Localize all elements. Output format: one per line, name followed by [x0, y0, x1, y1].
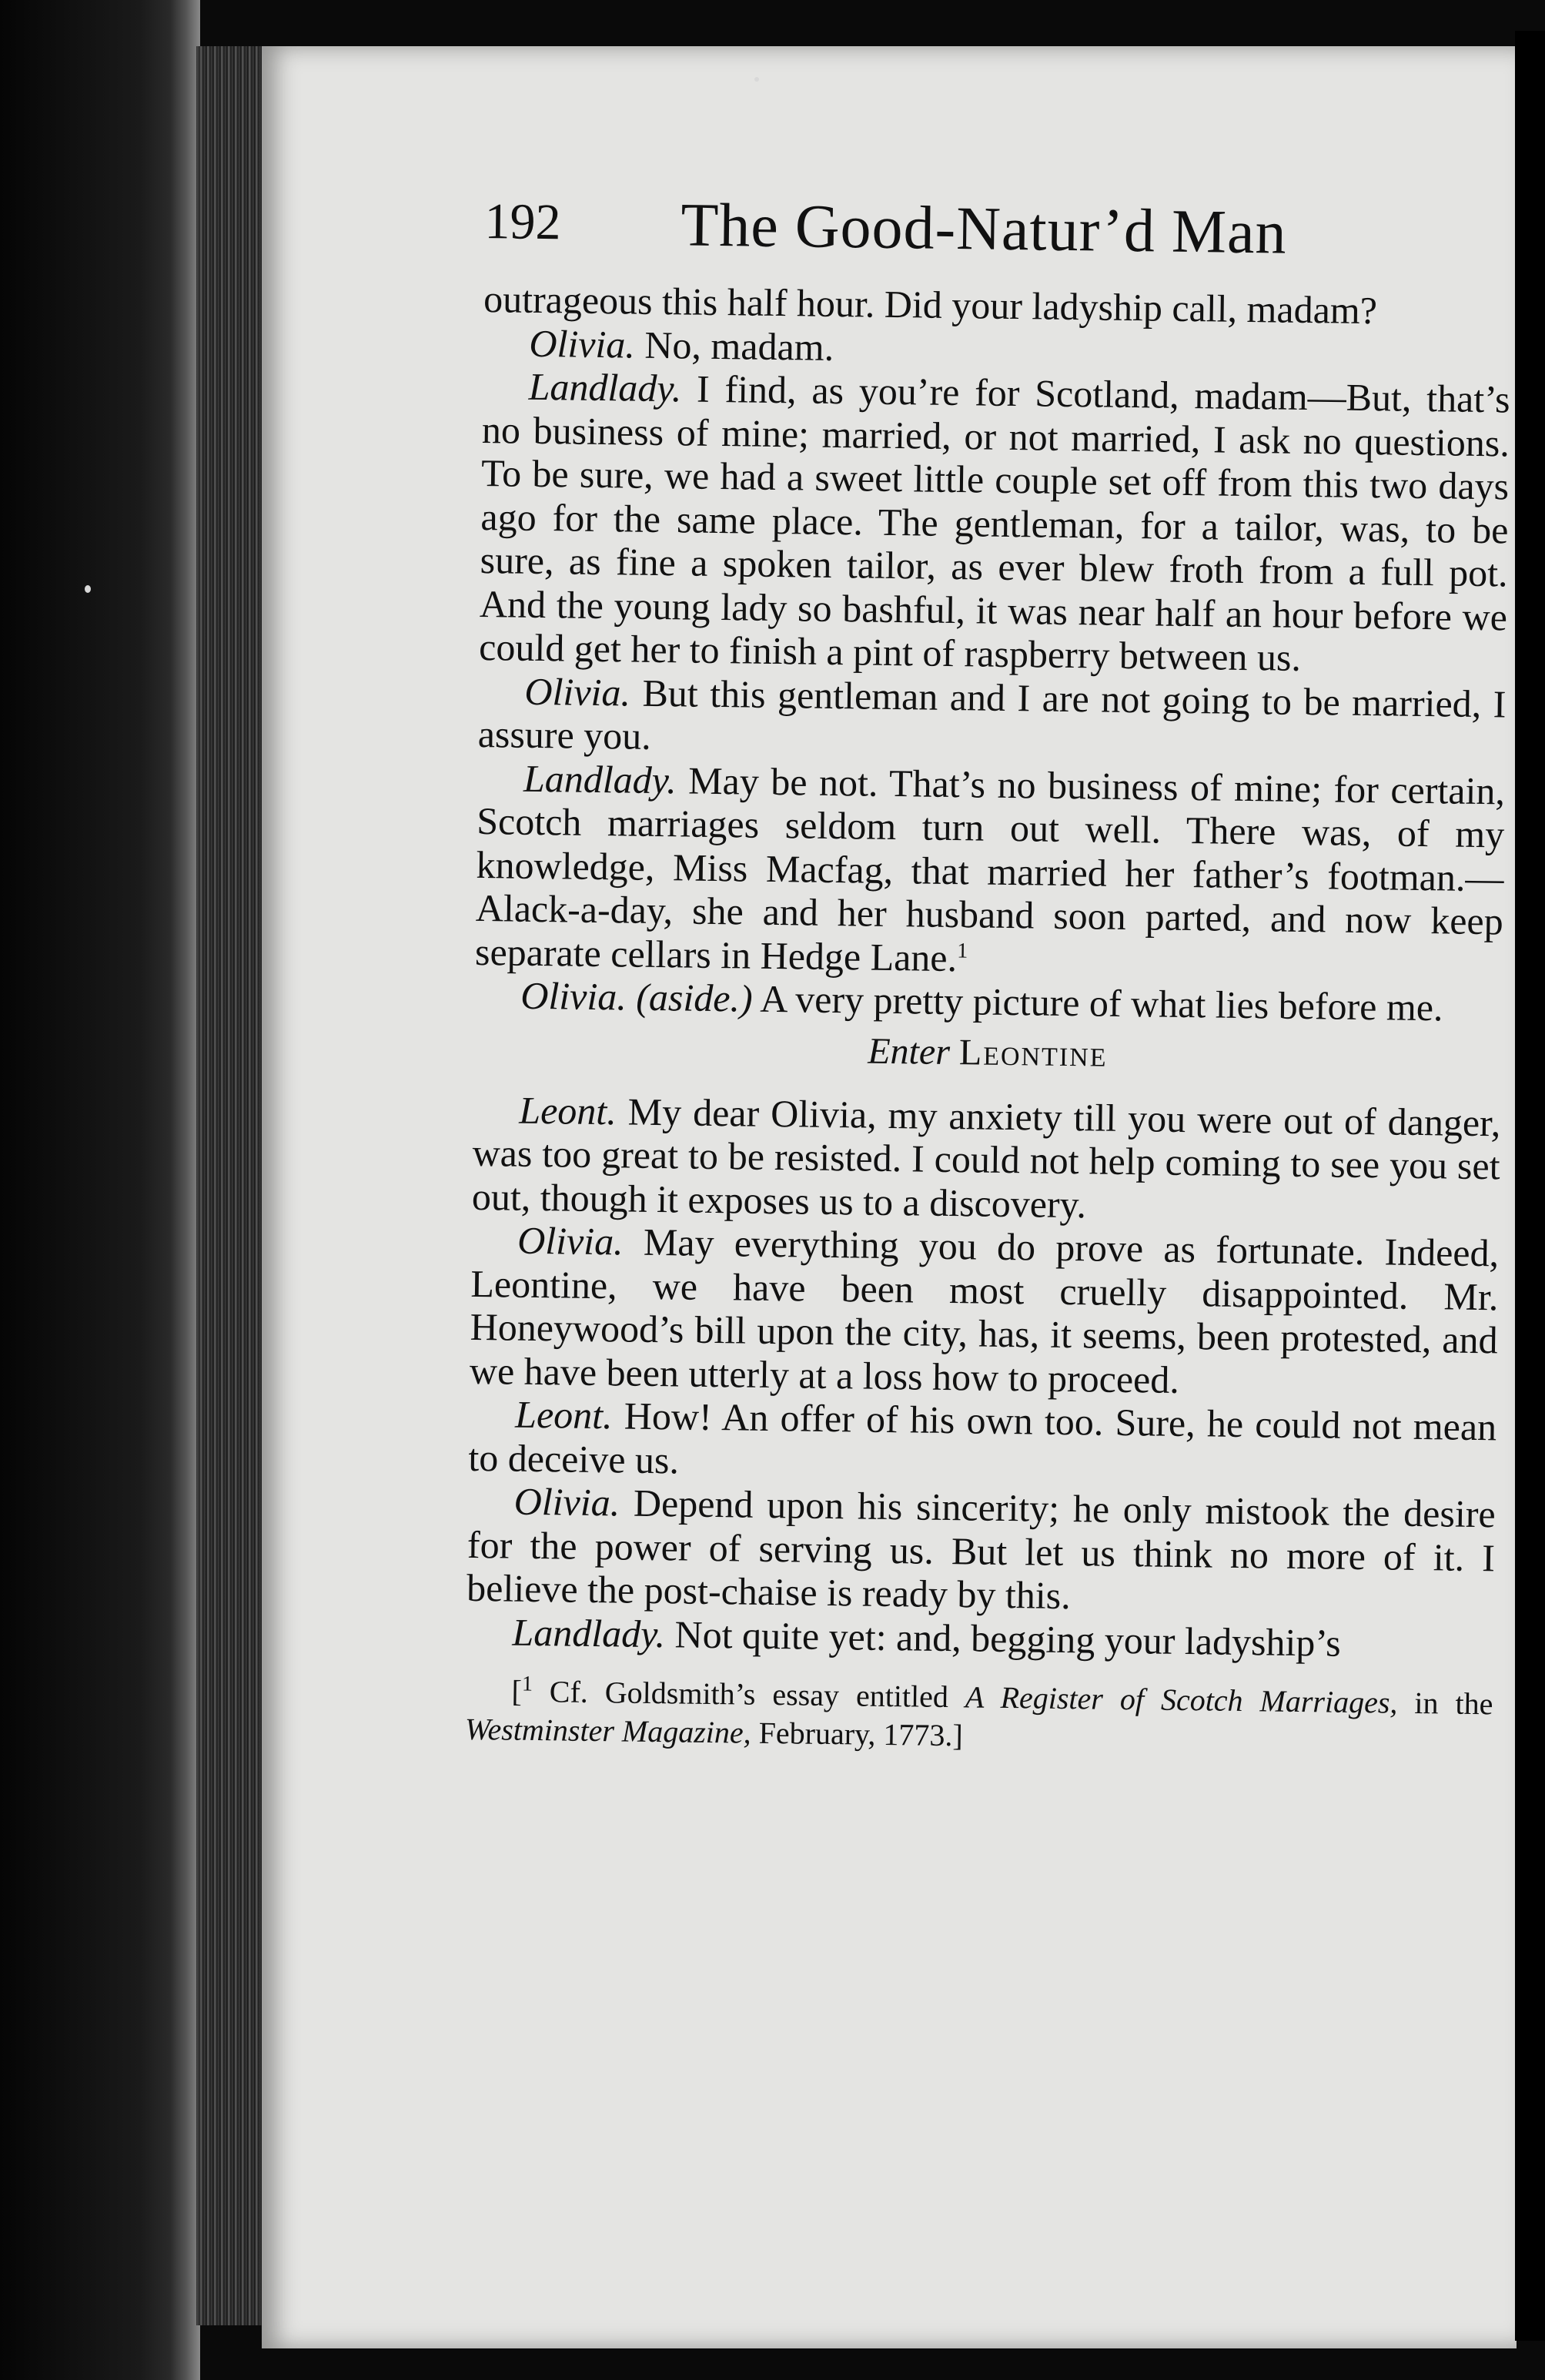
- dialogue-line: [475, 755, 1506, 986]
- running-title: The Good-Natur’d Man: [680, 191, 1288, 267]
- dialogue-text: Depend upon his sincerity; he only mistook the desire for the power of serving us. But let us think no more of it. I believe the post-chaise is ready by this.: [466, 1481, 1497, 1618]
- speaker-name: Olivia.: [520, 973, 627, 1019]
- dialogue-text: Not quite yet: and, begging your ladyship’s: [674, 1612, 1342, 1665]
- footnote-bracket: [: [511, 1673, 523, 1709]
- dialogue-line: [477, 668, 1506, 768]
- speaker-name: Olivia.: [513, 1479, 620, 1525]
- speaker-name: Landlady.: [523, 756, 677, 802]
- speaker-name: Leont.: [519, 1088, 617, 1133]
- dialogue-text: May be not. That’s no business of mine; for certain, Scotch marriages seldom turn out well. There was, of my knowledge, Miss Macfag, that married her father’s footman.—Alack-a-day, she and her husband soon parted, and now keep separate cellars in Hedge Lane.: [474, 758, 1506, 979]
- footnote-ref: 1: [957, 938, 968, 963]
- dialogue-line: [468, 1392, 1497, 1492]
- stage-direction: [473, 1024, 1502, 1080]
- footnote: [465, 1672, 1493, 1762]
- footnote-essay-title: A Register of Scotch Marriages,: [965, 1679, 1398, 1720]
- dialogue-text: But this gentleman and I are not going to be married, I assure you.: [477, 671, 1507, 758]
- dust-speck: [85, 585, 91, 593]
- stage-enter: Enter: [867, 1030, 951, 1073]
- dialogue-line: [472, 1087, 1501, 1231]
- speaker-name: Landlady.: [528, 364, 682, 410]
- footnote-text: Cf. Goldsmith’s essay entitled: [532, 1673, 966, 1715]
- book-gutter: [0, 0, 200, 2380]
- footnote-text: in the: [1397, 1685, 1493, 1722]
- dialogue-text: A very pretty picture of what lies before me.: [760, 976, 1443, 1029]
- page-number: 192: [484, 192, 561, 251]
- dialogue-line: [467, 1479, 1496, 1623]
- dialogue-text: May everything you do prove as fortunate. Indeed, Leontine, we have been most cruelly disappointed. Mr. Honeywood’s bill upon the city, has, it seems, been protested, and we have been utterly at a loss how to proceed.: [469, 1220, 1500, 1401]
- speaker-name: Leont.: [514, 1392, 613, 1438]
- right-margin-shadow: [1515, 31, 1545, 2341]
- running-header: [484, 192, 1513, 290]
- page-text: [464, 192, 1513, 1793]
- speaker-name: Olivia.: [517, 1218, 624, 1264]
- footnote-text: February, 1773.]: [751, 1715, 964, 1753]
- dialogue-text: outrageous this half hour. Did your ladyship call, madam?: [483, 276, 1378, 333]
- dialogue-line: [479, 364, 1510, 682]
- dialogue-line: [470, 1218, 1500, 1405]
- speaker-name: Landlady.: [512, 1610, 666, 1655]
- dust-speck: [754, 77, 759, 82]
- speaker-name: Olivia.: [524, 669, 631, 715]
- footnote-marker: 1: [521, 1672, 533, 1696]
- aside-direction: (aside.): [635, 975, 754, 1020]
- speaker-name: Olivia.: [529, 321, 636, 367]
- dialogue-text: I find, as you’re for Scotland, madam—But, that’s no business of mine; married, or not married, I ask no questions. To be sure, we had a sweet little couple set off from this two days ago for the same place. The gentleman, for a tailor, was, to be sure, as fine a spoken tailor, as ever blew froth from a full pot. And the young lady so bashful, it was near half an hour before we could get her to finish a pint of raspberry between us.: [478, 367, 1510, 679]
- dialogue-text: My dear Olivia, my anxiety till you were out of danger, was too great to be resisted. I could not help coming to see you set out, though it exposes us to a discovery.: [471, 1090, 1501, 1226]
- character-name: Leontine: [958, 1031, 1108, 1075]
- page-edges: [196, 46, 266, 2325]
- dialogue-text: How! An offer of his own too. Sure, he could not mean to deceive us.: [468, 1394, 1497, 1481]
- footnote-magazine-title: Westminster Magazine,: [464, 1711, 751, 1750]
- dialogue-text: No, madam.: [644, 323, 834, 369]
